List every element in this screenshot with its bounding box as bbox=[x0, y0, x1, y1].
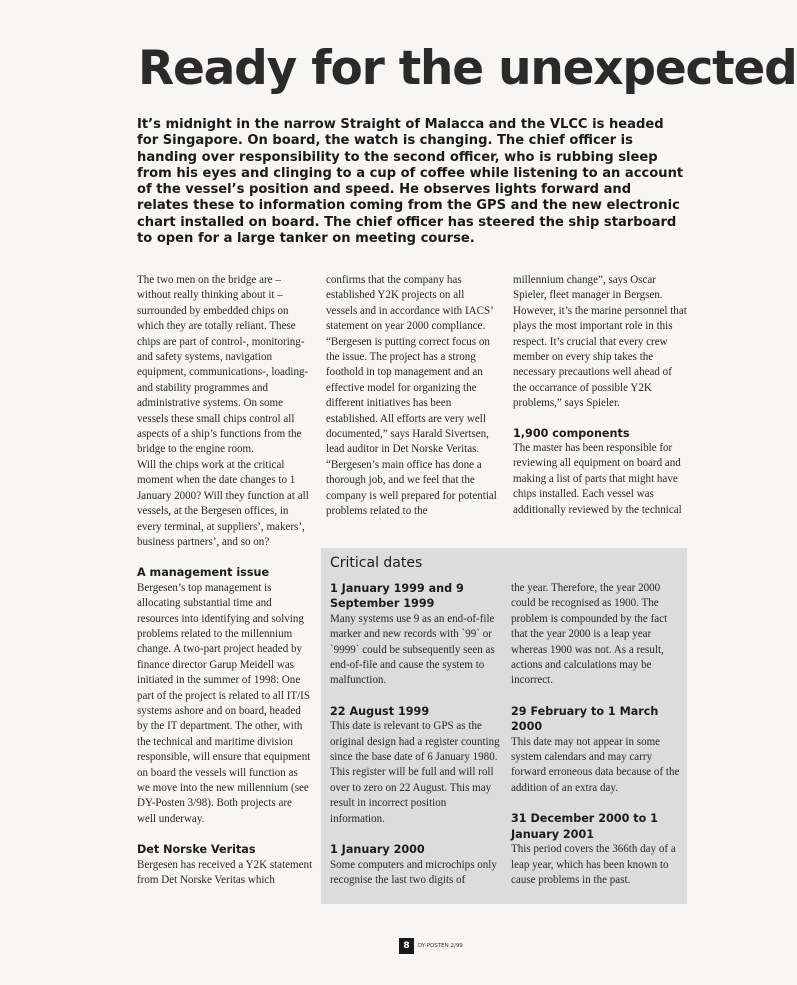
subheading-components: 1,900 components bbox=[513, 426, 630, 440]
date-heading: 31 December 2000 to 1 January 2001 bbox=[511, 812, 658, 841]
headline: Ready for the unexpected bbox=[138, 41, 797, 96]
body-paragraph: The master has been responsible for reviewing all equipment on board and making a list of parts that might have chips installed. Each vessel was additionally reviewed by the technical bbox=[513, 442, 682, 516]
lead-paragraph: It’s midnight in the narrow Straight of Malacca and the VLCC is headed for Singapore. On board, the watch is changing. The chief officer is handing over responsibility to the second officer, who is rubbing sleep from his eyes and clinging to a cup of coffee while listening to an account of the vessel’s position and speed. He observes lights forward and relates these to information coming from the GPS and the new electronic chart installed on board. The chief officer has steered the ship starboard to open for a large tanker on meeting course. bbox=[137, 117, 684, 247]
subheading-dnv: Det Norske Veritas bbox=[137, 843, 256, 857]
date-heading: 1 January 2000 bbox=[330, 843, 425, 857]
critical-dates-column-1 bbox=[330, 581, 500, 888]
date-heading: 29 February to 1 March 2000 bbox=[511, 704, 659, 734]
page-footer bbox=[399, 938, 463, 954]
date-description: This date is relevant to GPS as the original design had a register counting since the base date of 6 January 1980. This register will be full and will roll over to zero on 22 August. This may result in incorrect position information. bbox=[330, 720, 500, 825]
body-column-1 bbox=[137, 273, 313, 888]
date-description: Some computers and microchips only recognise the last two digits of bbox=[330, 858, 497, 886]
body-paragraph: The two men on the bridge are – without really thinking about it – surrounded by embedded chips on which they are totally reliant. These chips are part of control-, monitoring- and safety systems, navigation equipment, communications-, loading- and stability programmes and administrative systems. On some vessels these small chips control all aspects of a ship’s functions from the bridge to the engine room. bbox=[137, 274, 309, 456]
date-heading: 22 August 1999 bbox=[330, 704, 430, 718]
page-number: 8 bbox=[399, 938, 414, 954]
body-paragraph: millennium change”, says Oscar Spieler, fleet manager in Bergsen. However, it’s the marine personnel that plays the most important role in this respect. It’s crucial that every crew member on every ship takes the necessary precautions well ahead of the occarrance of possible Y2K problems,” says Spieler. bbox=[513, 274, 687, 410]
date-description: This date may not appear in some system calendars and may carry forward erroneous data because of the addition of an extra day. bbox=[511, 735, 680, 794]
date-description: This period covers the 366th day of a leap year, which has been known to cause problems in the past. bbox=[511, 843, 676, 886]
body-paragraph: confirms that the company has established Y2K projects on all vessels and in accordance with IACS’ statement on year 2000 compliance. “Bergesen is putting correct focus on the issue. The project has a strong foothold in top management and an effective model for organizing the different initiatives has been established. All efforts are very well documented,” says Harald Sivertsen, lead auditor in Det Norske Veritas. “Bergesen’s main office has done a thorough job, and we feel that the company is well prepared for potential problems related to the bbox=[326, 274, 497, 518]
date-heading: 1 January 1999 and 9 September 1999 bbox=[330, 582, 464, 611]
body-paragraph: Will the chips work at the critical moment when the date changes to 1 January 2000? Will they function at all vessels, at the Bergesen offices, in every terminal, at suppliers’, makers’, business partners’, and so on? bbox=[137, 458, 309, 548]
date-description: the year. Therefore, the year 2000 could be recognised as 1900. The problem is compounded by the fact that the year 2000 is a leap year whereas 1900 was not. As a result, actions and calculations may be incorrect. bbox=[511, 582, 668, 687]
body-column-2 bbox=[326, 273, 498, 520]
critical-dates-column-2 bbox=[511, 581, 683, 888]
critical-dates-title: Critical dates bbox=[330, 555, 423, 571]
date-description: Many systems use 9 as an end-of-file marker and new records with `99` or `9999` could be subsequently seen as end-of-file and cause the system to malfunction. bbox=[330, 612, 495, 687]
critical-dates-box bbox=[321, 548, 687, 904]
publication-name: DY-POSTEN 2/99 bbox=[418, 943, 463, 949]
subheading-management: A management issue bbox=[137, 566, 270, 580]
body-column-3 bbox=[513, 273, 687, 518]
body-paragraph: Bergesen has received a Y2K statement from Det Norske Veritas which bbox=[137, 858, 313, 887]
body-paragraph: Bergesen’s top management is allocating substantial time and resources into identifying and solving problems related to the millennium change. A two-part project headed by finance director Garup Meidell was initiated in the summer of 1998: One part of the project is related to all IT/IS systems ashore and on board, headed by the IT department. The other, with the technical and maritime division responsible, will ensure that equipment on board the vessels will function as we move into the new millennium (see DY-Posten 3/98). Both projects are well underway. bbox=[137, 581, 311, 825]
